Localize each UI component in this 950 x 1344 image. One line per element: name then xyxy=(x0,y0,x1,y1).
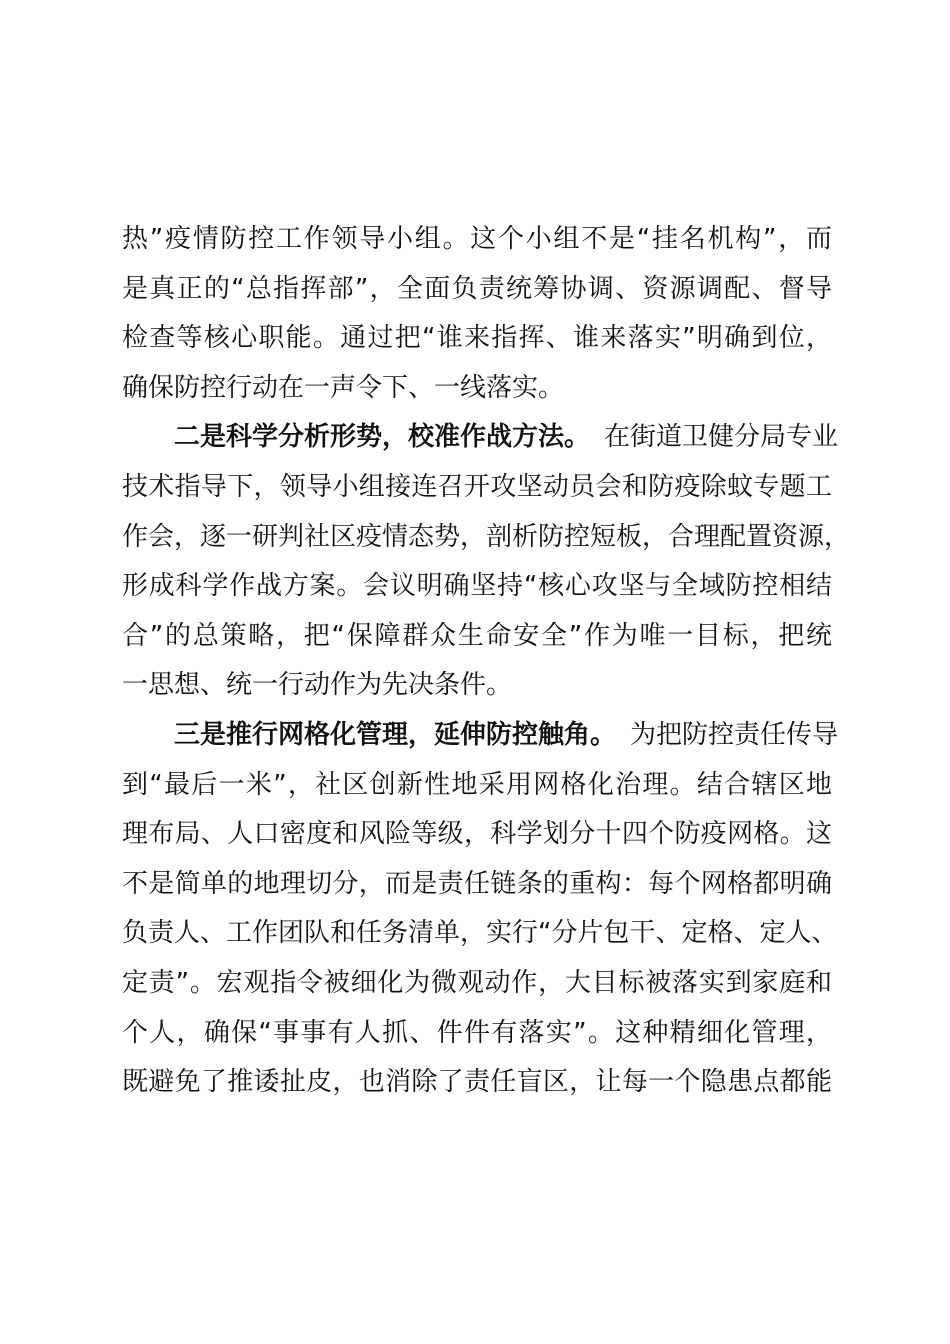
paragraph-text: 为把防控责任传导 xyxy=(630,719,839,750)
paragraph-leadership-group xyxy=(122,215,832,413)
paragraph-line: 一思想、统一行动作为先决条件。 xyxy=(122,670,513,701)
paragraph-line: 热”疫情防控工作领导小组。这个小组不是“挂名机构”，而 xyxy=(122,224,832,254)
paragraph-line: 不是简单的地理切分，而是责任链条的重构：每个网格都明确 xyxy=(122,868,832,899)
document-body xyxy=(122,215,851,1108)
paragraph-line: 技术指导下，领导小组接连召开攻坚动员会和防疫除蚊专题工 xyxy=(122,471,832,502)
paragraph-text: 在街道卫健分局专业 xyxy=(604,422,839,453)
paragraph-grid-management xyxy=(122,711,839,1108)
paragraph-line: 理布局、人口密度和风险等级，科学划分十四个防疫网格。这 xyxy=(122,819,832,850)
paragraph-first-line xyxy=(122,413,839,463)
paragraph-line: 是真正的“总指挥部”，全面负责统筹协调、资源调配、督导 xyxy=(122,273,832,304)
paragraph-heading: 二是科学分析形势，校准作战方法。 xyxy=(174,422,591,453)
paragraph-line: 确保防控行动在一声令下、一线落实。 xyxy=(122,372,565,403)
paragraph-line: 个人，确保“事事有人抓、件件有落实”。这种精细化管理， xyxy=(122,1017,832,1048)
paragraph-line: 负责人、工作团队和任务清单，实行“分片包干、定格、定人、 xyxy=(122,918,838,949)
paragraph-heading: 三是推行网格化管理，延伸防控触角。 xyxy=(174,719,617,750)
paragraph-line: 作会，逐一研判社区疫情态势，剖析防控短板，合理配置资源， xyxy=(122,521,851,552)
paragraph-line: 形成科学作战方案。会议明确坚持“核心攻坚与全域防控相结 xyxy=(122,571,832,602)
paragraph-line: 检查等核心职能。通过把“谁来指挥、谁来落实”明确到位， xyxy=(122,323,832,354)
paragraph-line: 既避免了推诿扯皮，也消除了责任盲区，让每一个隐患点都能 xyxy=(122,1067,832,1098)
paragraph-scientific-analysis xyxy=(122,413,851,711)
paragraph-line: 合”的总策略，把“保障群众生命安全”作为唯一目标，把统 xyxy=(122,620,832,651)
paragraph-line: 定责”。宏观指令被细化为微观动作，大目标被落实到家庭和 xyxy=(122,967,832,998)
paragraph-first-line xyxy=(122,711,839,761)
paragraph-line: 到“最后一米”，社区创新性地采用网格化治理。结合辖区地 xyxy=(122,769,832,800)
